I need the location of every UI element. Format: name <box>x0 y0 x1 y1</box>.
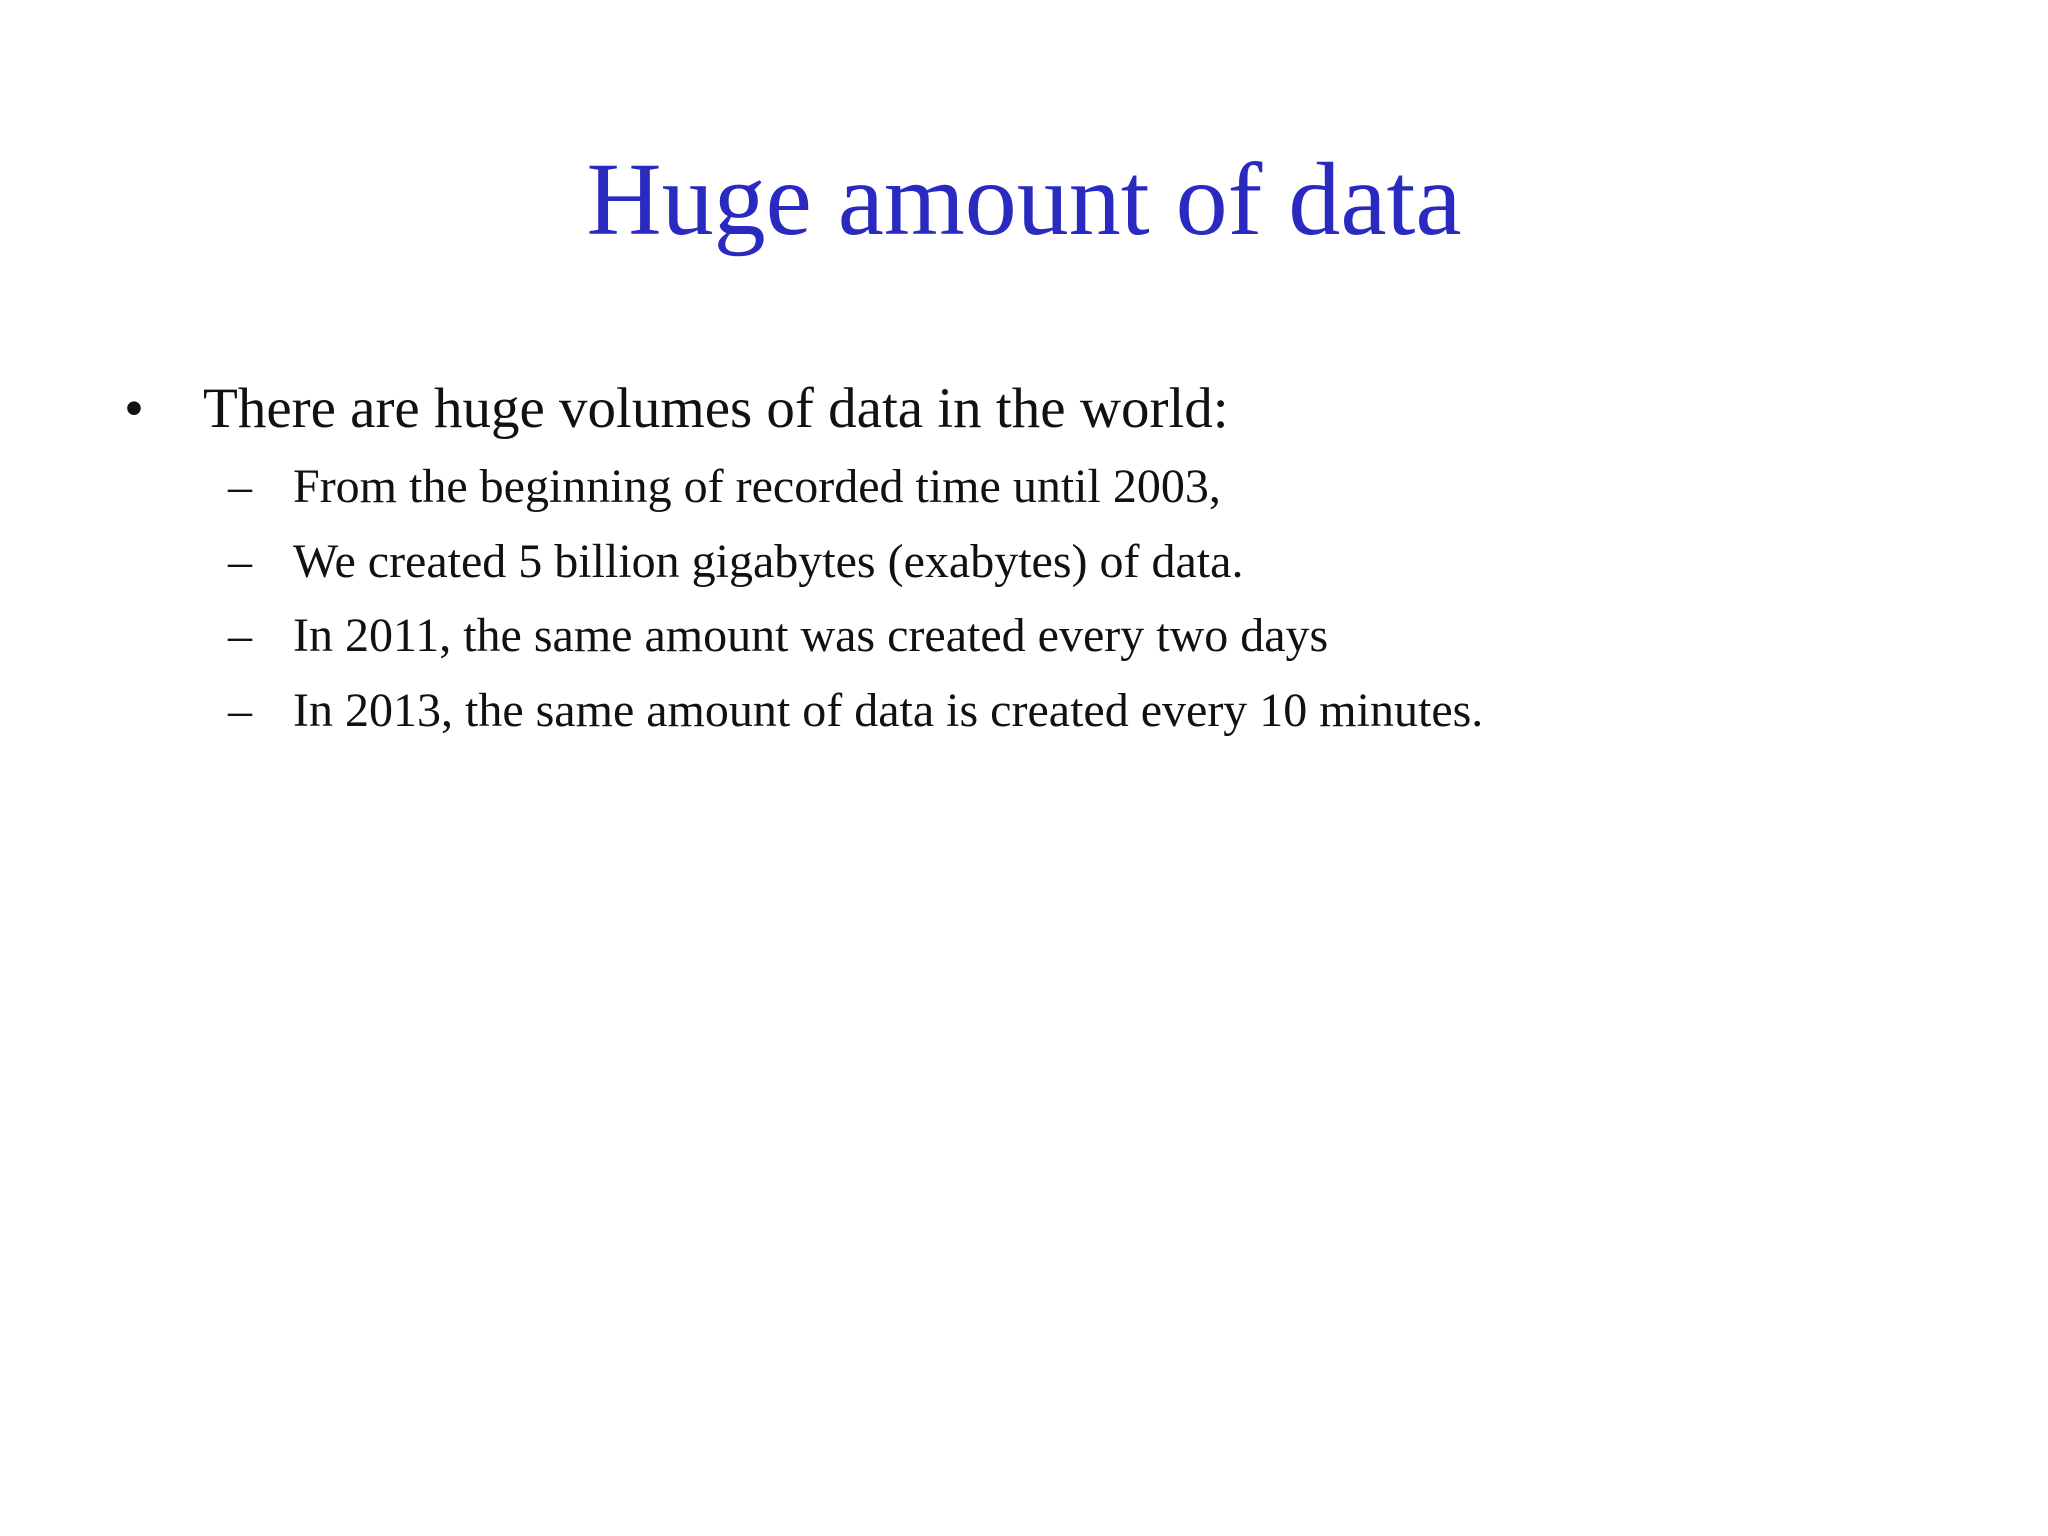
sub-bullet-text: In 2011, the same amount was created every two days <box>293 609 1329 662</box>
sub-bullet-text: We created 5 billion gigabytes (exabytes) of data. <box>293 535 1244 588</box>
sub-bullet-text: From the beginning of recorded time until 2003, <box>293 460 1221 513</box>
sub-bullet-marker: – <box>228 684 252 737</box>
sub-bullet-text: In 2013, the same amount of data is created every 10 minutes. <box>293 684 1484 737</box>
bullet-text: There are huge volumes of data in the world: <box>203 377 1229 440</box>
sub-bullet-marker: – <box>228 460 252 513</box>
sub-bullet-marker: – <box>228 609 252 662</box>
bullet-marker: • <box>124 377 144 440</box>
sub-bullet-marker: – <box>228 535 252 588</box>
slide-title: Huge amount of data <box>586 142 1462 257</box>
